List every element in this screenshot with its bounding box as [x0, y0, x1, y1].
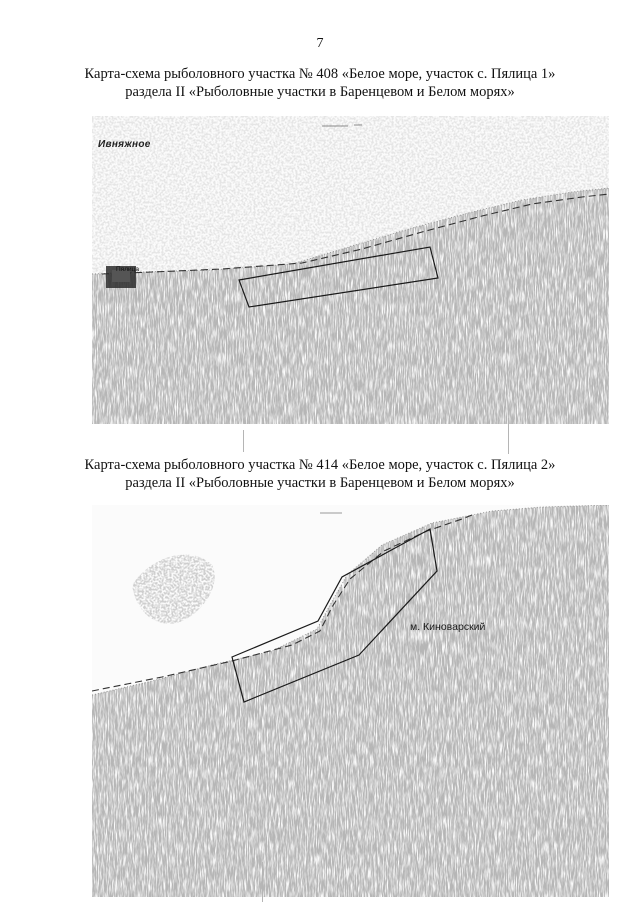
- scan-edge-mark: [262, 862, 263, 902]
- scan-edge-mark: [243, 430, 244, 452]
- map-caption-414-line2: раздела II «Рыболовные участки в Баренцевом и Белом морях»: [125, 475, 515, 491]
- map-caption-408: [0, 65, 640, 101]
- map-caption-414-line1: Карта-схема рыболовного участка № 414 «Белое море, участок с. Пялица 2»: [84, 457, 556, 473]
- settlement-label-pyalitsa: Пялица: [116, 266, 139, 273]
- settlement-label-ivenzhnoe: Ивняжное: [98, 139, 151, 150]
- scan-edge-mark: [508, 418, 509, 454]
- fishing-plot-408-map: [92, 116, 609, 424]
- map-caption-408-line1: Карта-схема рыболовного участка № 408 «Белое море, участок с. Пялица 1»: [84, 66, 556, 82]
- cape-label-kinovarsky: м. Киноварский: [410, 621, 486, 633]
- map-caption-408-line2: раздела II «Рыболовные участки в Баренцевом и Белом морях»: [125, 84, 515, 100]
- map-caption-414: [0, 456, 640, 492]
- page-number: 7: [316, 36, 324, 51]
- fishing-plot-414-map: [92, 505, 609, 897]
